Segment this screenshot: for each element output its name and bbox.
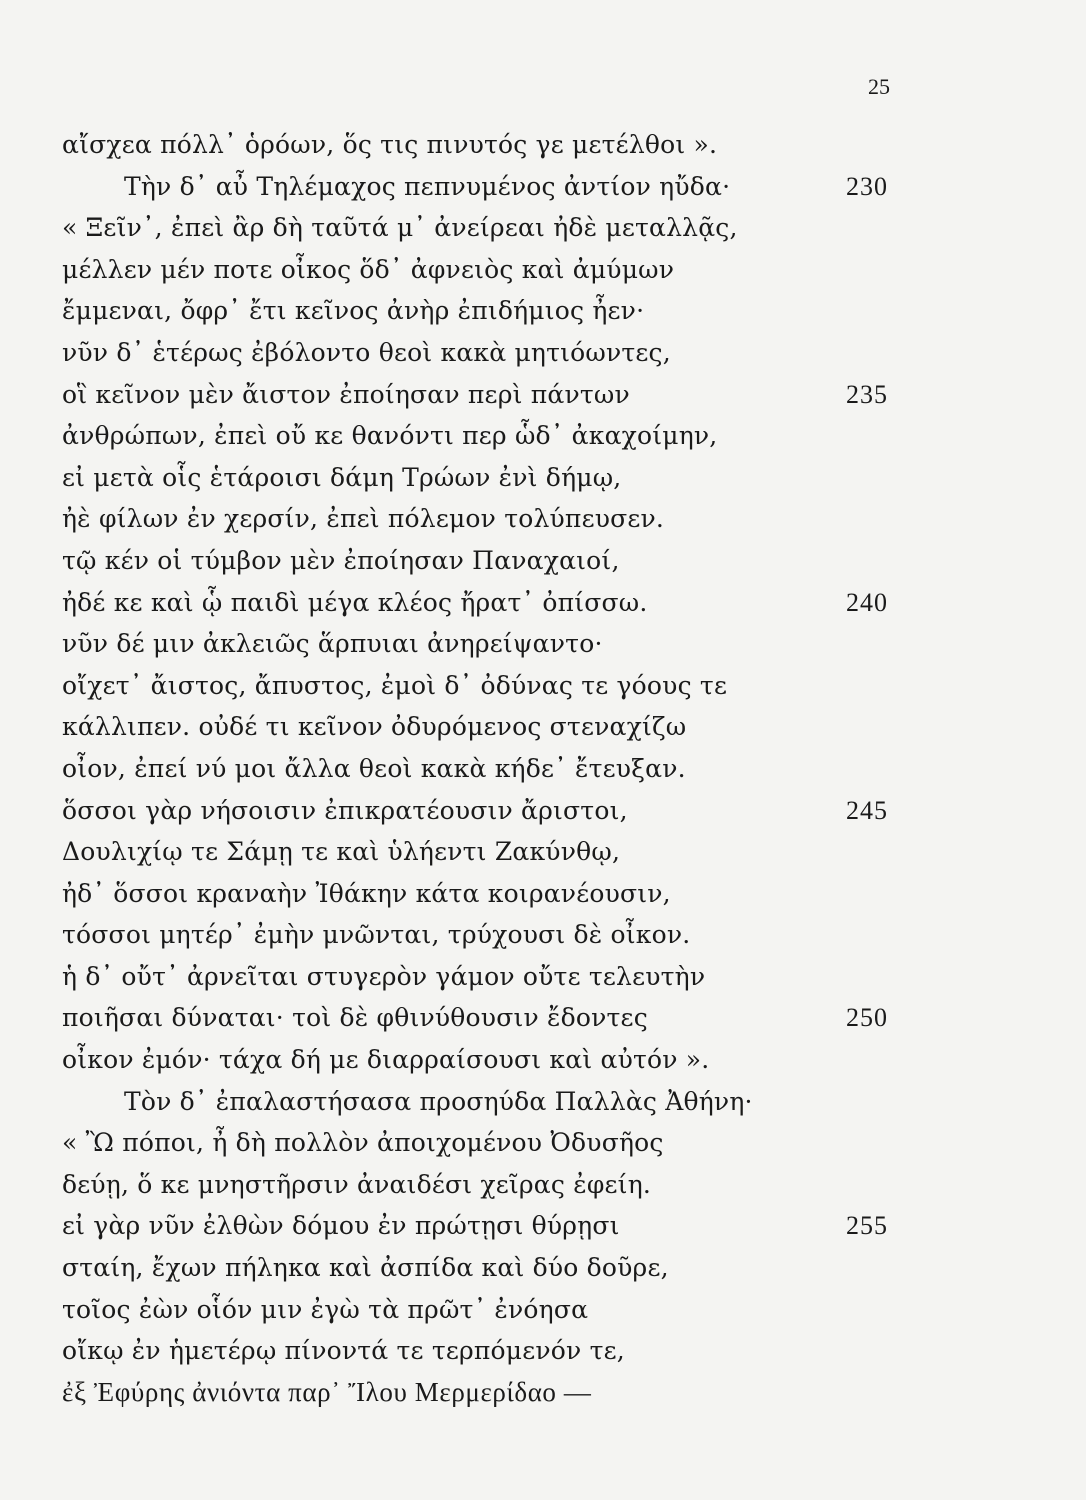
- verse-text: οἳ κεῖνον μὲν ἄιστον ἐποίησαν περὶ πάντων: [62, 379, 630, 409]
- verse-line: [62, 1289, 1022, 1331]
- verse-text: αἴσχεα πόλλ᾽ ὁρόων, ὅς τις πινυτός γε μετέλθοι ».: [62, 130, 718, 159]
- line-number: 255: [846, 1211, 888, 1241]
- verse-text: εἰ γὰρ νῦν ἐλθὼν δόμου ἐν πρώτῃσι θύρῃσι: [62, 1211, 620, 1241]
- verse-line: [62, 457, 1022, 499]
- line-number: 230: [846, 171, 888, 201]
- verse-line: [62, 415, 1022, 457]
- verse-line: [62, 873, 1022, 915]
- verse-line: [62, 706, 1022, 748]
- verse-line: [62, 1164, 1022, 1206]
- verse-line: [62, 956, 1022, 998]
- verse-text: ἠδέ κε καὶ ᾧ παιδὶ μέγα κλέος ἤρατ᾽ ὀπίσσω.: [62, 587, 648, 617]
- verse-text: κάλλιπεν. οὐδέ τι κεῖνον ὀδυρόμενος στεναχίζω: [62, 712, 687, 742]
- verse-line: [62, 1247, 1022, 1289]
- verse-line: [62, 1081, 1022, 1123]
- verse-line: [62, 1122, 1022, 1164]
- verse-line: [62, 124, 1022, 166]
- verse-text: οἴκῳ ἐν ἡμετέρῳ πίνοντά τε τερπόμενόν τε,: [62, 1336, 625, 1366]
- verse-line: [62, 665, 1022, 707]
- verse-text: τοῖος ἐὼν οἷόν μιν ἐγὼ τὰ πρῶτ᾽ ἐνόησα: [62, 1294, 589, 1324]
- verse-line: [62, 914, 1022, 956]
- verse-text: ἠδ᾽ ὅσσοι κραναὴν Ἰθάκην κάτα κοιρανέουσιν,: [62, 878, 671, 908]
- verse-text: οἴχετ᾽ ἄιστος, ἄπυστος, ἐμοὶ δ᾽ ὀδύνας τε γόους τε: [62, 670, 728, 700]
- page-number: 25: [868, 74, 890, 99]
- verse-text: οἶκον ἐμόν· τάχα δή με διαρραίσουσι καὶ αὐτόν ».: [62, 1045, 710, 1075]
- verse-text: νῦν δέ μιν ἀκλειῶς ἅρπυιαι ἀνηρείψαντο·: [62, 629, 603, 659]
- verse-line: [62, 332, 1022, 374]
- verse-text: ποιῆσαι δύναται· τοὶ δὲ φθινύθουσιν ἔδοντες: [62, 1003, 648, 1033]
- verse-line: [62, 831, 1022, 873]
- verse-text: ἀνθρώπων, ἐπεὶ οὔ κε θανόντι περ ὧδ᾽ ἀκαχοίμην,: [62, 421, 718, 451]
- verse-line: [62, 207, 1022, 249]
- verse-text: μέλλεν μέν ποτε οἶκος ὅδ᾽ ἀφνειὸς καὶ ἀμύμων: [62, 254, 675, 284]
- verse-line: [62, 748, 1022, 790]
- verse-text: ἐξ Ἐφύρης ἀνιόντα παρ᾽ Ἴλου Μερμερίδαο —: [62, 1376, 592, 1407]
- verse-line: [62, 582, 1022, 624]
- verse-text: εἰ μετὰ οἷς ἑτάροισι δάμη Τρώων ἐνὶ δήμῳ,: [62, 462, 622, 492]
- verse-line: [62, 623, 1022, 665]
- verse-line: [62, 374, 1022, 416]
- verse-text: ἠὲ φίλων ἐν χερσίν, ἐπεὶ πόλεμον τολύπευσεν.: [62, 504, 665, 534]
- verse-text: « Ὢ πόποι, ἦ δὴ πολλὸν ἀποιχομένου Ὀδυσῆος: [62, 1128, 664, 1158]
- verse-text: σταίη, ἔχων πήληκα καὶ ἀσπίδα καὶ δύο δοῦρε,: [62, 1253, 669, 1283]
- verse-text: τῷ κέν οἱ τύμβον μὲν ἐποίησαν Παναχαιοί,: [62, 545, 620, 575]
- verse-line: [62, 290, 1022, 332]
- verse-line: [62, 1372, 1022, 1414]
- verse-text: Τὴν δ᾽ αὖ Τηλέμαχος πεπνυμένος ἀντίον ηὔδα·: [124, 171, 731, 201]
- verse-text: ὅσσοι γὰρ νήσοισιν ἐπικρατέουσιν ἄριστοι,: [62, 795, 628, 825]
- verse-line: [62, 1205, 1022, 1247]
- verse-line: [62, 540, 1022, 582]
- verse-text: τόσσοι μητέρ᾽ ἐμὴν μνῶνται, τρύχουσι δὲ οἶκον.: [62, 920, 691, 950]
- line-number: 235: [846, 379, 888, 409]
- line-number: 245: [846, 795, 888, 825]
- verse-line: [62, 997, 1022, 1039]
- verse-text: οἶον, ἐπεί νύ μοι ἄλλα θεοὶ κακὰ κήδε᾽ ἔτευξαν.: [62, 753, 686, 783]
- verse-line: [62, 790, 1022, 832]
- verse-text: νῦν δ᾽ ἑτέρως ἐβόλοντο θεοὶ κακὰ μητιόωντες,: [62, 337, 671, 367]
- verse-text: Δουλιχίῳ τε Σάμῃ τε καὶ ὑλήεντι Ζακύνθῳ,: [62, 837, 621, 867]
- verse-block: [62, 124, 1022, 1413]
- verse-text: ἡ δ᾽ οὔτ᾽ ἀρνεῖται στυγερὸν γάμον οὔτε τελευτὴν: [62, 961, 706, 991]
- verse-line: [62, 1330, 1022, 1372]
- verse-line: [62, 166, 1022, 208]
- verse-text: δεύῃ, ὅ κε μνηστῆρσιν ἀναιδέσι χεῖρας ἐφείη.: [62, 1169, 652, 1199]
- verse-text: « Ξεῖν᾽, ἐπεὶ ἂρ δὴ ταῦτά μ᾽ ἀνείρεαι ἠδὲ μεταλλᾷς,: [62, 213, 738, 243]
- line-number: 250: [846, 1003, 888, 1033]
- verse-line: [62, 1039, 1022, 1081]
- line-number: 240: [846, 587, 888, 617]
- verse-text: ἔμμεναι, ὄφρ᾽ ἔτι κεῖνος ἀνὴρ ἐπιδήμιος ἦεν·: [62, 296, 645, 326]
- verse-text: Τὸν δ᾽ ἐπαλαστήσασα προσηύδα Παλλὰς Ἀθήνη·: [124, 1086, 753, 1116]
- verse-line: [62, 249, 1022, 291]
- verse-line: [62, 498, 1022, 540]
